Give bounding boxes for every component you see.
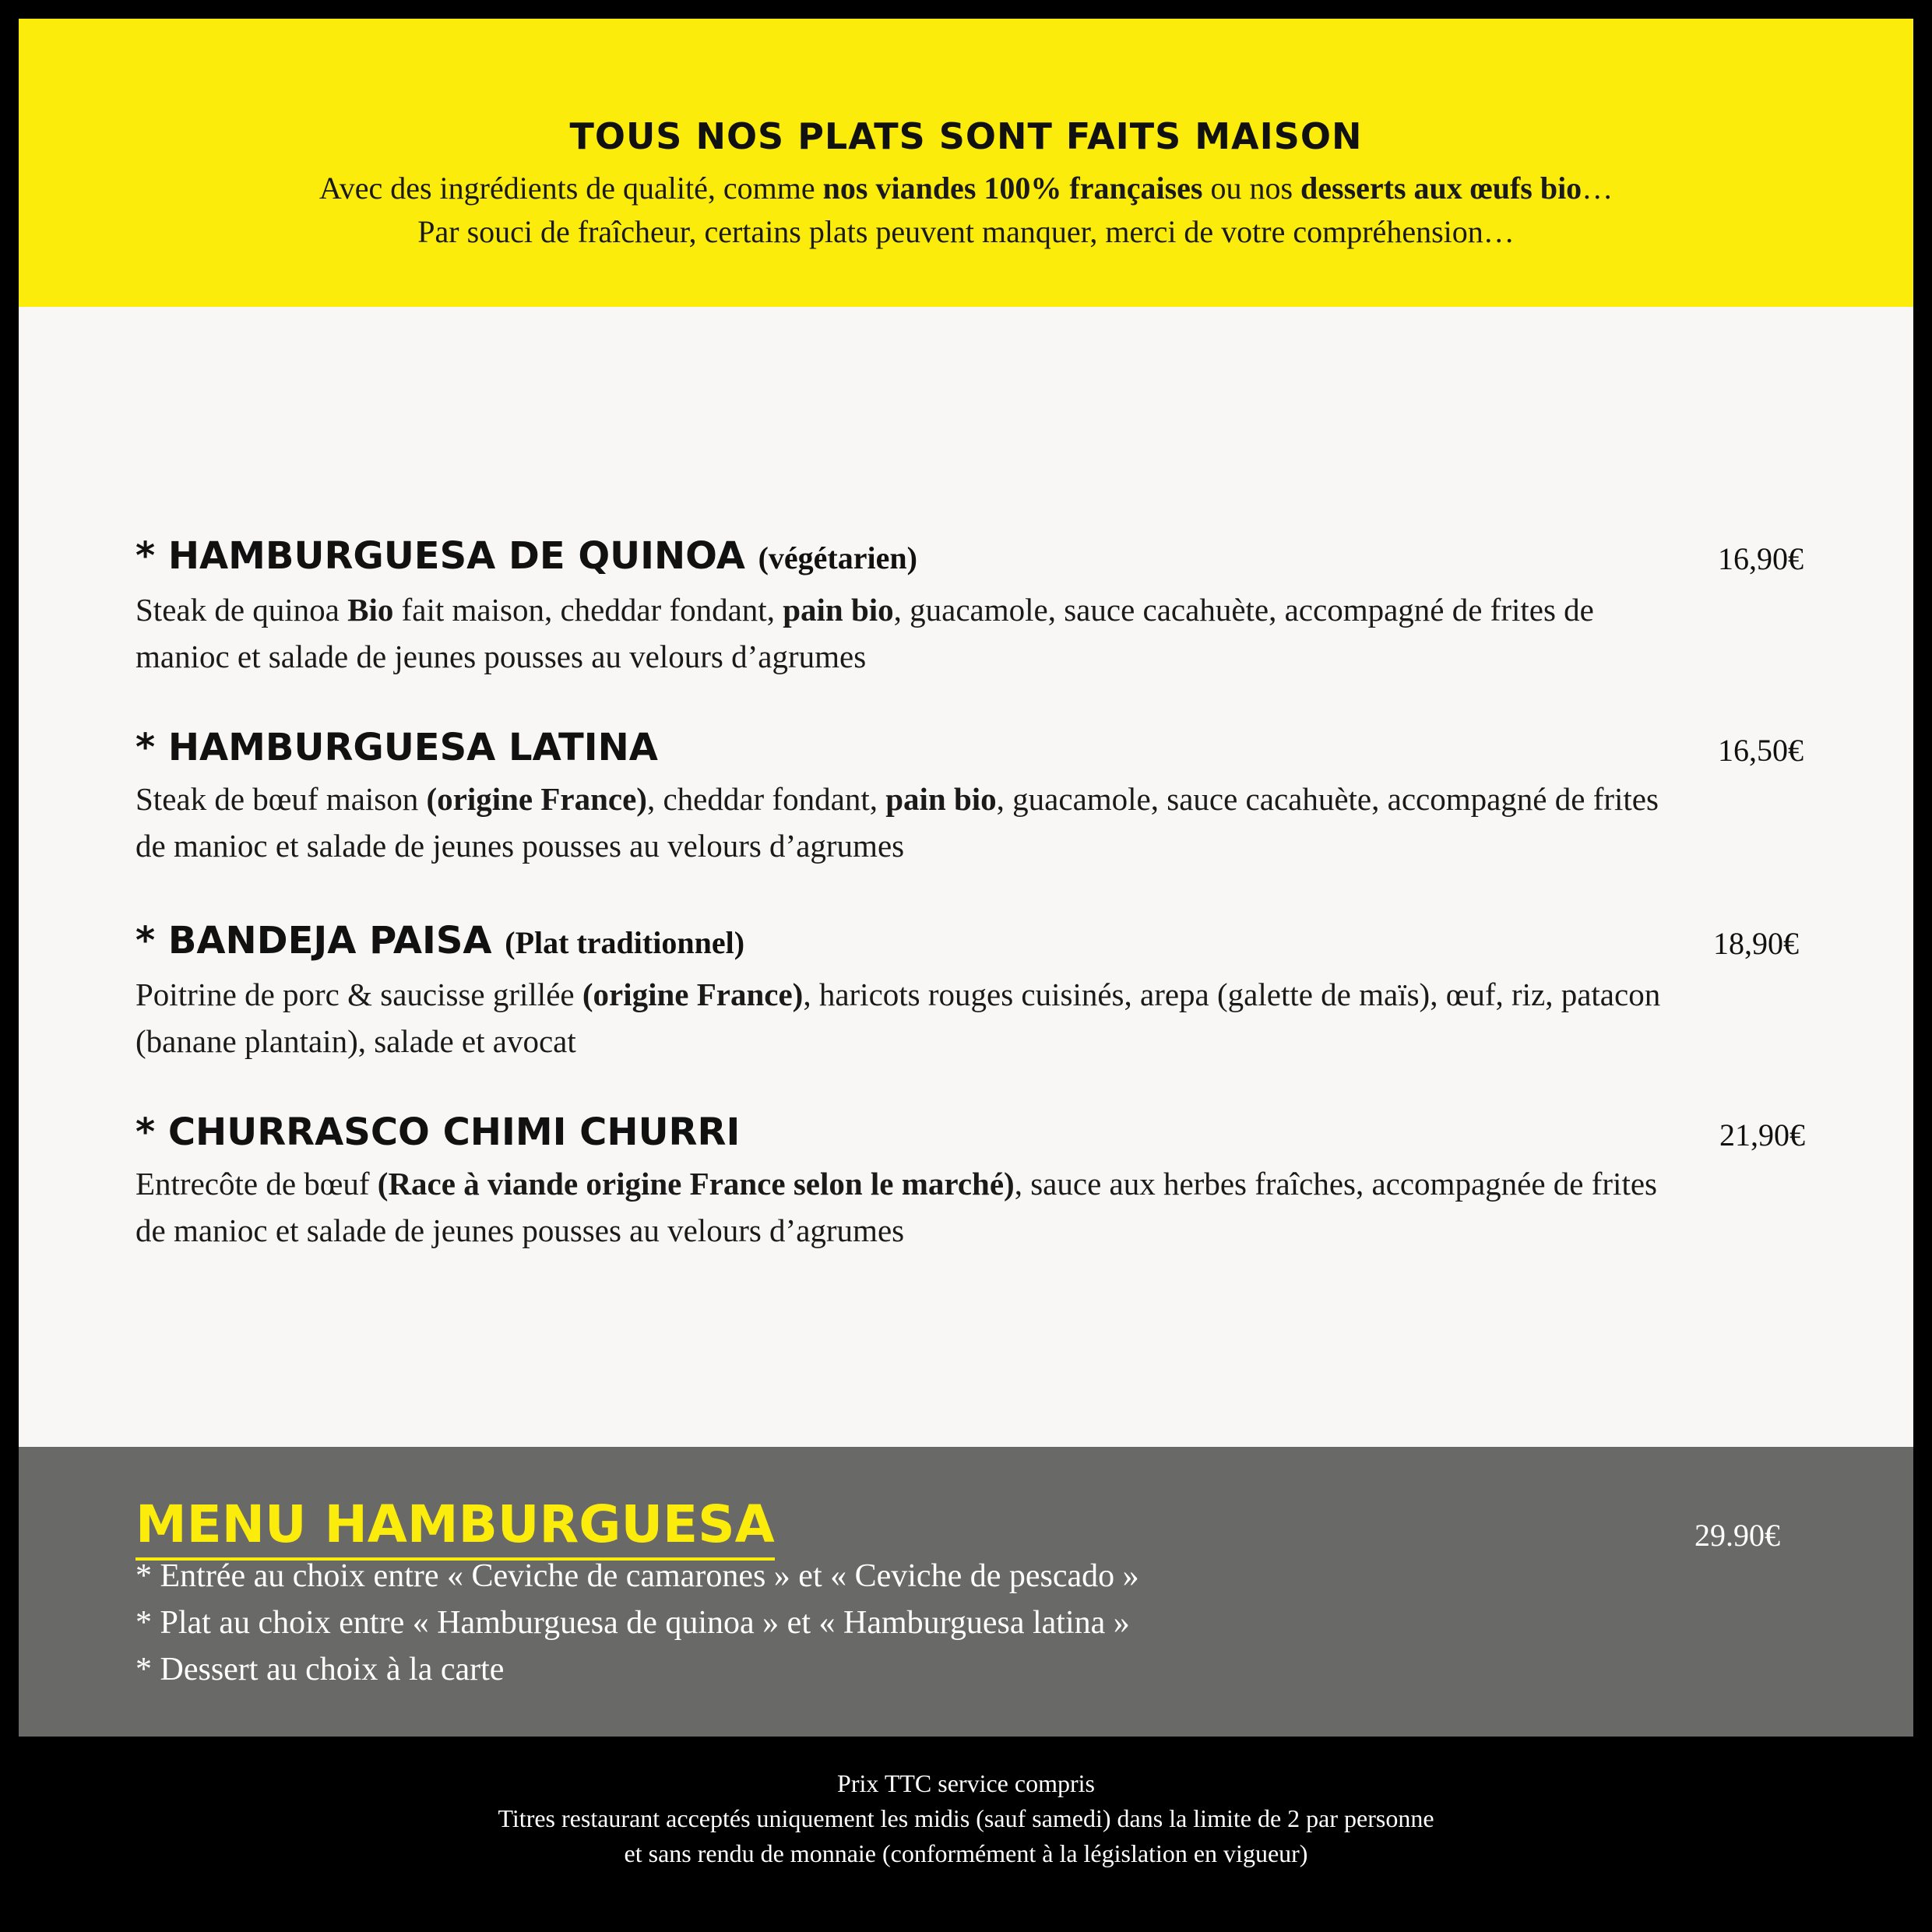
dish-description-text: Steak de bœuf maison xyxy=(135,781,427,817)
menu-price: 29.90€ xyxy=(1694,1518,1780,1553)
menu-hamburguesa-panel xyxy=(19,1447,1913,1737)
dish-price: 16,90€ xyxy=(1718,541,1804,576)
dish-description-text: , haricots rouges cuisinés, arepa (galette de maïs), œuf, riz, patacon (banane plantain), salade et avocat xyxy=(135,977,1661,1059)
dish-price: 16,50€ xyxy=(1718,733,1804,768)
dish-title xyxy=(135,533,1864,582)
dish-description-text: , cheddar fondant, xyxy=(646,781,886,817)
dish-description-highlight: pain bio xyxy=(885,781,997,817)
dish-description xyxy=(135,586,1662,680)
banner-title: TOUS NOS PLATS SONT FAITS MAISON xyxy=(569,115,1363,157)
footer-change-note: et sans rendu de monnaie (conformément à la législation en vigueur) xyxy=(624,1839,1308,1867)
dish-description-highlight: (origine France) xyxy=(426,781,647,817)
dish-note: (Plat traditionnel) xyxy=(505,925,745,960)
dish-name: * HAMBURGUESA LATINA xyxy=(135,726,658,769)
dish-note: (végétarien) xyxy=(758,540,917,575)
banner-quality-line xyxy=(19,170,1913,206)
banner-text: Avec des ingrédients de qualité, comme xyxy=(318,171,823,206)
dish-description-text: , guacamole, sauce cacahuète, accompagné de frites de manioc et salade de jeunes pousses au velours d’agrumes xyxy=(135,592,1594,674)
dish-item xyxy=(135,917,1864,1065)
menu-title: MENU HAMBURGUESA xyxy=(135,1494,775,1561)
dish-description-highlight: pain bio xyxy=(783,592,894,628)
homemade-banner xyxy=(19,19,1913,307)
dish-description-highlight: Bio xyxy=(347,592,394,628)
dish-description-text: Entrecôte de bœuf xyxy=(135,1166,378,1202)
dish-price: 21,90€ xyxy=(1719,1117,1805,1153)
footer-voucher-note: Titres restaurant acceptés uniquement les midis (sauf samedi) dans la limite de 2 par personne xyxy=(498,1804,1434,1832)
dish-title xyxy=(135,917,1864,966)
dishes-panel xyxy=(19,307,1913,1447)
dish-name: * CHURRASCO CHIMI CHURRI xyxy=(135,1110,741,1154)
dish-name: * BANDEJA PAISA xyxy=(135,919,492,962)
menu-main-item: * Plat au choix entre « Hamburguesa de quinoa » et « Hamburguesa latina » xyxy=(135,1605,1130,1641)
dish-description xyxy=(135,776,1662,869)
banner-highlight-desserts: desserts aux œufs bio xyxy=(1300,171,1582,206)
dish-item xyxy=(135,1109,1864,1254)
dish-name: * HAMBURGUESA DE QUINOA xyxy=(135,534,745,578)
dish-description-text: Poitrine de porc & saucisse grillée xyxy=(135,977,582,1012)
menu-entree-item: * Entrée au choix entre « Ceviche de camarones » et « Ceviche de pescado » xyxy=(135,1558,1139,1594)
dish-description xyxy=(135,1160,1662,1254)
dish-title xyxy=(135,724,1864,771)
dish-item xyxy=(135,724,1864,869)
dish-price: 18,90€ xyxy=(1713,926,1799,961)
footer-tax-note: Prix TTC service compris xyxy=(837,1769,1095,1797)
dish-description-text: , guacamole, sauce cacahuète, accompagné de frites de manioc et salade de jeunes pousses au velours d’agrumes xyxy=(135,781,1659,864)
banner-highlight-meat: nos viandes 100% françaises xyxy=(822,171,1203,206)
dish-item xyxy=(135,533,1864,680)
footer-notes xyxy=(0,1766,1932,1871)
dish-description-highlight: (origine France) xyxy=(582,977,804,1012)
menu-dessert-item: * Dessert au choix à la carte xyxy=(135,1652,505,1687)
dish-description-text: fait maison, cheddar fondant, xyxy=(393,592,783,628)
banner-text: … xyxy=(1582,171,1614,206)
dish-description xyxy=(135,971,1662,1065)
dish-title xyxy=(135,1109,1864,1156)
dish-description-text: Steak de quinoa xyxy=(135,592,348,628)
dish-description-highlight: (Race à viande origine France selon le marché) xyxy=(377,1166,1015,1202)
banner-text: ou nos xyxy=(1202,171,1301,206)
dish-description-text: , sauce aux herbes fraîches, accompagnée de frites de manioc et salade de jeunes pousses au velours d’agrumes xyxy=(135,1166,1657,1248)
banner-freshness-line: Par souci de fraîcheur, certains plats peuvent manquer, merci de votre compréhension… xyxy=(417,214,1515,249)
